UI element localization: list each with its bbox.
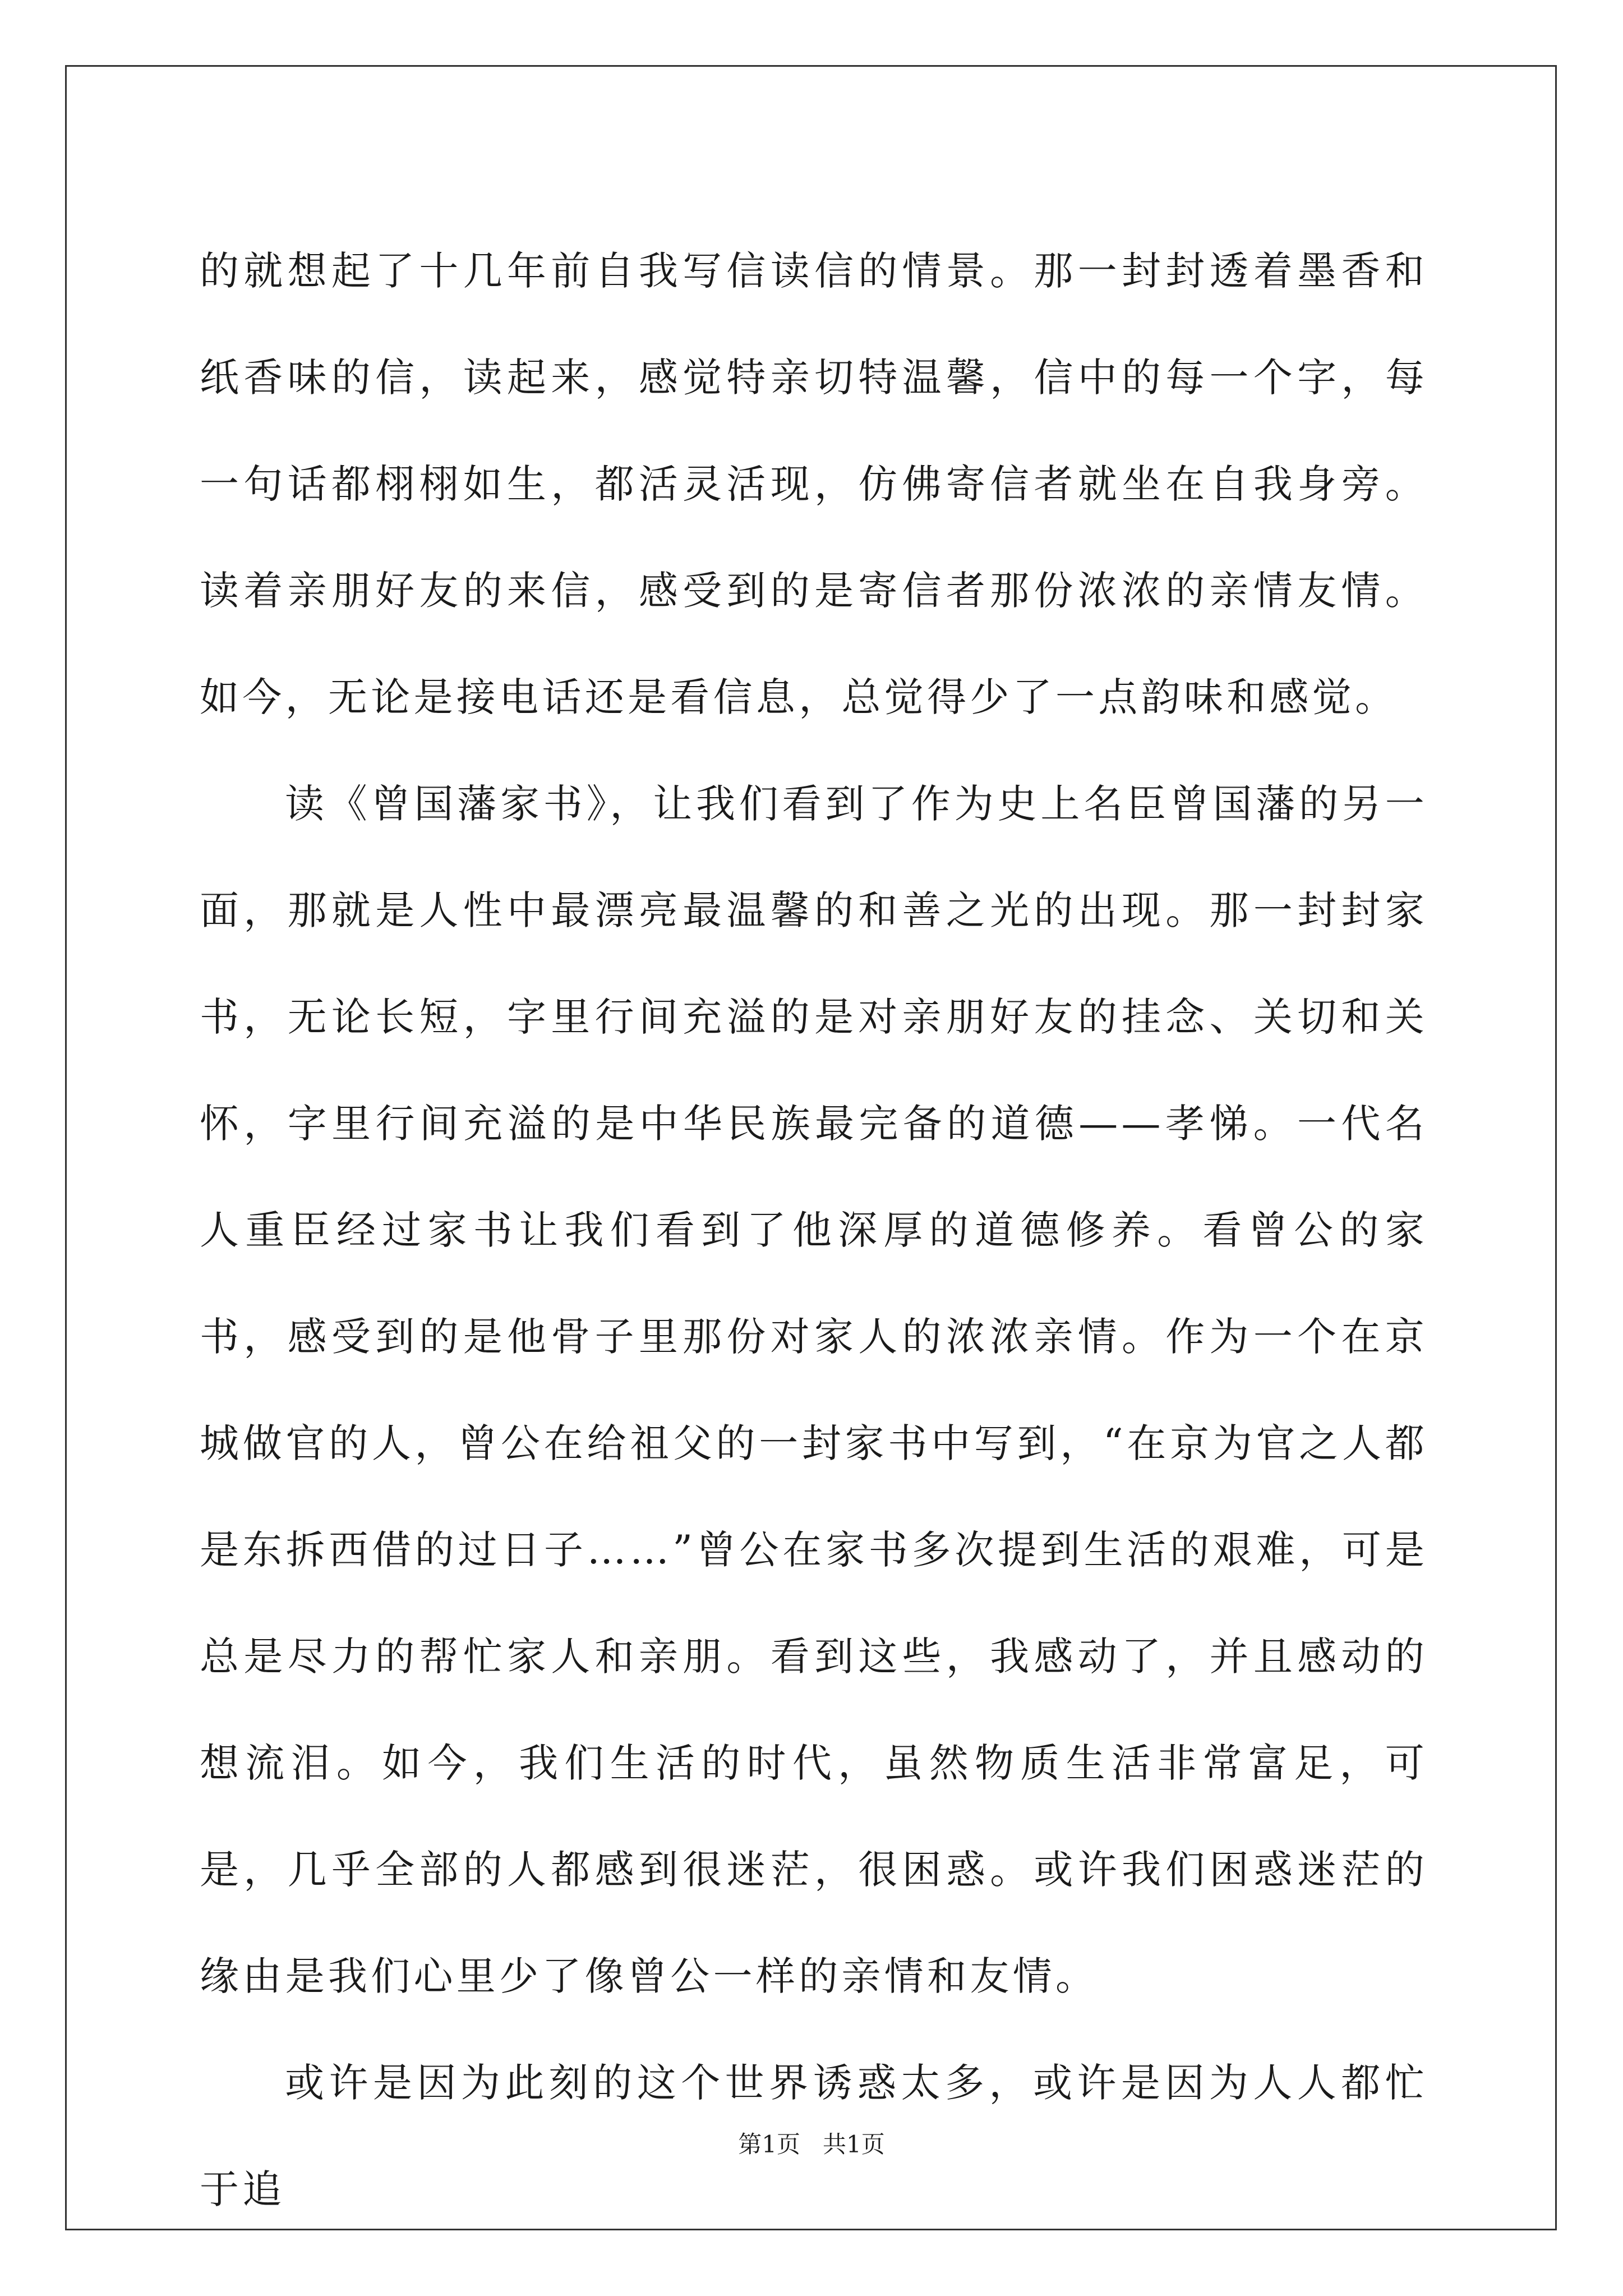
page-number: 第1页: [738, 2131, 800, 2158]
paragraph-3: 或许是因为此刻的这个世界诱惑太多，或许是因为人人都忙于追: [200, 2060, 1428, 2212]
paragraph-1: 的就想起了十几年前自我写信读信的情景。那一封封透着墨香和纸香味的信，读起来，感觉特亲切特温馨，信中的每一个字，每一句话都栩栩如生，都活灵活现，仿佛寄信者就坐在自我身旁。读着亲朋好友的来信，感受到的是寄信者那份浓浓的亲情友情。如今，无论是接电话还是看信息，总觉得少了一点韵味和感觉。: [200, 248, 1428, 720]
page-total: 共1页: [823, 2131, 885, 2158]
page-footer: [0, 2131, 1623, 2159]
document-body: [200, 218, 1428, 2243]
paragraph-2: 读《曾国藩家书》，让我们看到了作为史上名臣曾国藩的另一面，那就是人性中最漂亮最温馨的和善之光的出现。那一封封家书，无论长短，字里行间充溢的是对亲朋好友的挂念、关切和关怀，字里行间充溢的是中华民族最完备的道德——孝悌。一代名人重臣经过家书让我们看到了他深厚的道德修养。看曾公的家书，感受到的是他骨子里那份对家人的浓浓亲情。作为一个在京城做官的人，曾公在给祖父的一封家书中写到，“在京为官之人都是东拆西借的过日子……”曾公在家书多次提到生活的艰难，可是总是尽力的帮忙家人和亲朋。看到这些，我感动了，并且感动的想流泪。如今，我们生活的时代，虽然物质生活非常富足，可是，几乎全部的人都感到很迷茫，很困惑。或许我们困惑迷茫的缘由是我们心里少了像曾公一样的亲情和友情。: [200, 781, 1428, 1999]
